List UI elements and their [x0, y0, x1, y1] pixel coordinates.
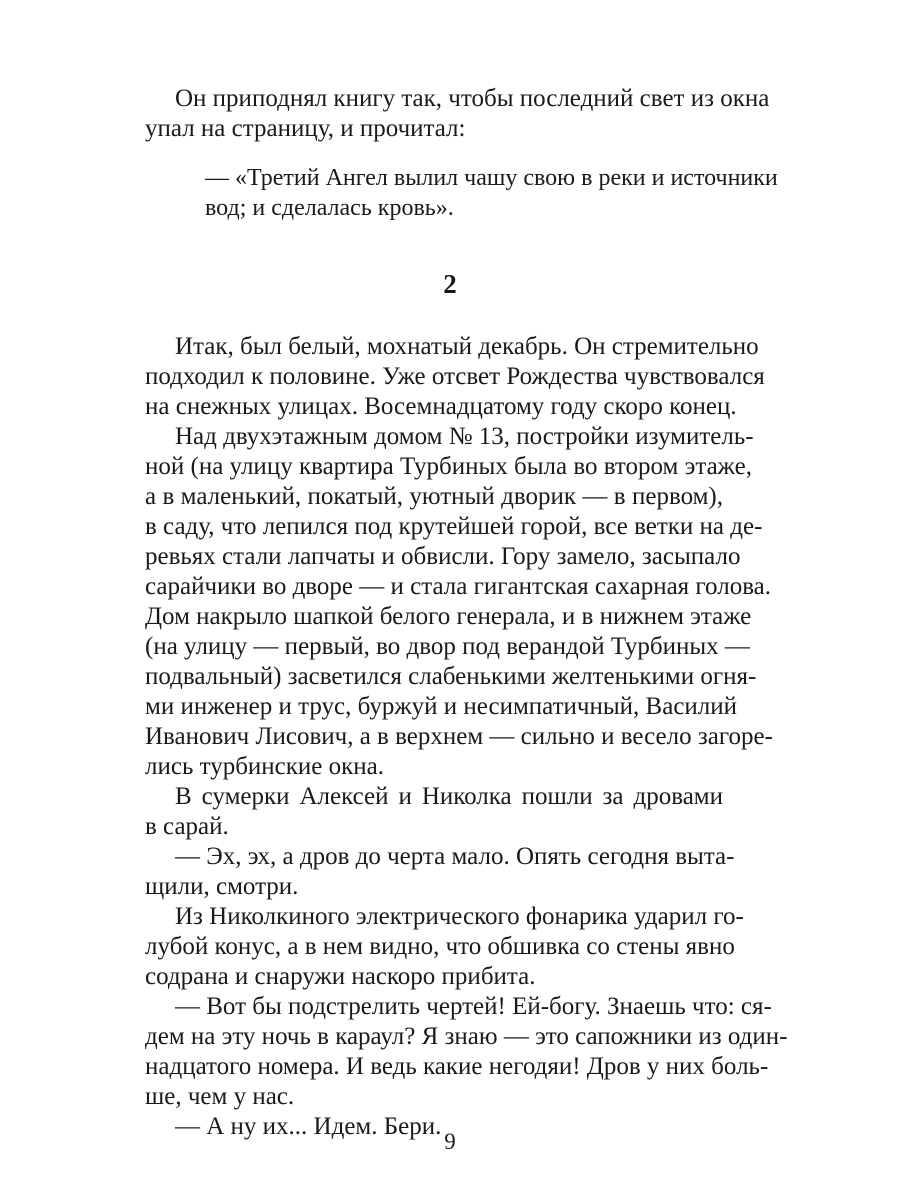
text-line: в сарай.: [145, 813, 229, 840]
page-number: 9: [444, 1129, 456, 1154]
text-line: дем на эту ночь в караул? Я знаю — это сапожники из один-: [145, 1023, 788, 1050]
text-line: Итак, был белый, мохнатый декабрь. Он стремительно: [175, 333, 759, 360]
text-line: на снежных улицах. Восемнадцатому году скоро конец.: [145, 393, 737, 420]
text-line: — А ну их... Идем. Бери.: [175, 1113, 442, 1140]
text-line: в саду, что лепился под крутейшей горой, все ветки на де-: [145, 513, 763, 540]
text-line: лись турбинские окна.: [145, 753, 385, 780]
text-line: а в маленький, покатый, уютный дворик — в первом),: [145, 483, 723, 510]
text-line: — Эх, эх, а дров до черта мало. Опять сегодня выта-: [175, 843, 735, 870]
text-line: лубой конус, а в нем видно, что обшивка со стены явно: [145, 933, 735, 960]
opening-paragraph: [145, 84, 770, 144]
text-line: сарайчики во дворе — и стала гигантская сахарная голова.: [145, 573, 772, 600]
text-line: Из Николкиного электрического фонарика ударил го-: [175, 903, 744, 930]
text-line: В сумерки Алексей и Николка пошли за дровами: [175, 783, 723, 810]
chapter-number: 2: [443, 269, 457, 299]
text-line: надцатого номера. И ведь какие негодяи! Дров у них боль-: [145, 1053, 769, 1080]
text-line: Дом накрыло шапкой белого генерала, и в нижнем этаже: [145, 603, 752, 630]
text-line: Иванович Лисович, а в верхнем — сильно и весело загоре-: [145, 723, 773, 750]
scripture-quote: [205, 163, 778, 223]
quote-line: вод; и сделалась кровь».: [205, 195, 454, 221]
text-line: Он приподнял книгу так, чтобы последний свет из окна: [175, 85, 770, 112]
text-line: подвальный) засветился слабенькими желтенькими огня-: [145, 663, 757, 690]
text-line: — Вот бы подстрелить чертей! Ей-богу. Знаешь что: ся-: [175, 993, 772, 1020]
text-line: ми инженер и трус, буржуй и несимпатичный, Василий: [145, 693, 738, 720]
text-line: содрана и снаружи наскоро прибита.: [145, 963, 536, 990]
quote-line: — «Третий Ангел вылил чашу свою в реки и источники: [205, 165, 778, 191]
text-line: упал на страницу, и прочитал:: [145, 115, 466, 142]
text-line: ной (на улицу квартира Турбиных была во втором этаже,: [145, 453, 752, 480]
text-line: щили, смотри.: [145, 873, 299, 900]
text-line: (на улицу — первый, во двор под верандой Турбиных —: [145, 633, 750, 660]
text-line: ше, чем у нас.: [145, 1083, 295, 1110]
text-line: ревьях стали лапчаты и обвисли. Гору замело, засыпало: [145, 543, 741, 570]
text-line: подходил к половине. Уже отсвет Рождества чувствовался: [145, 363, 765, 390]
text-line: Над двухэтажным домом № 13, постройки изумитель-: [175, 423, 754, 450]
chapter-body: [145, 332, 788, 1142]
